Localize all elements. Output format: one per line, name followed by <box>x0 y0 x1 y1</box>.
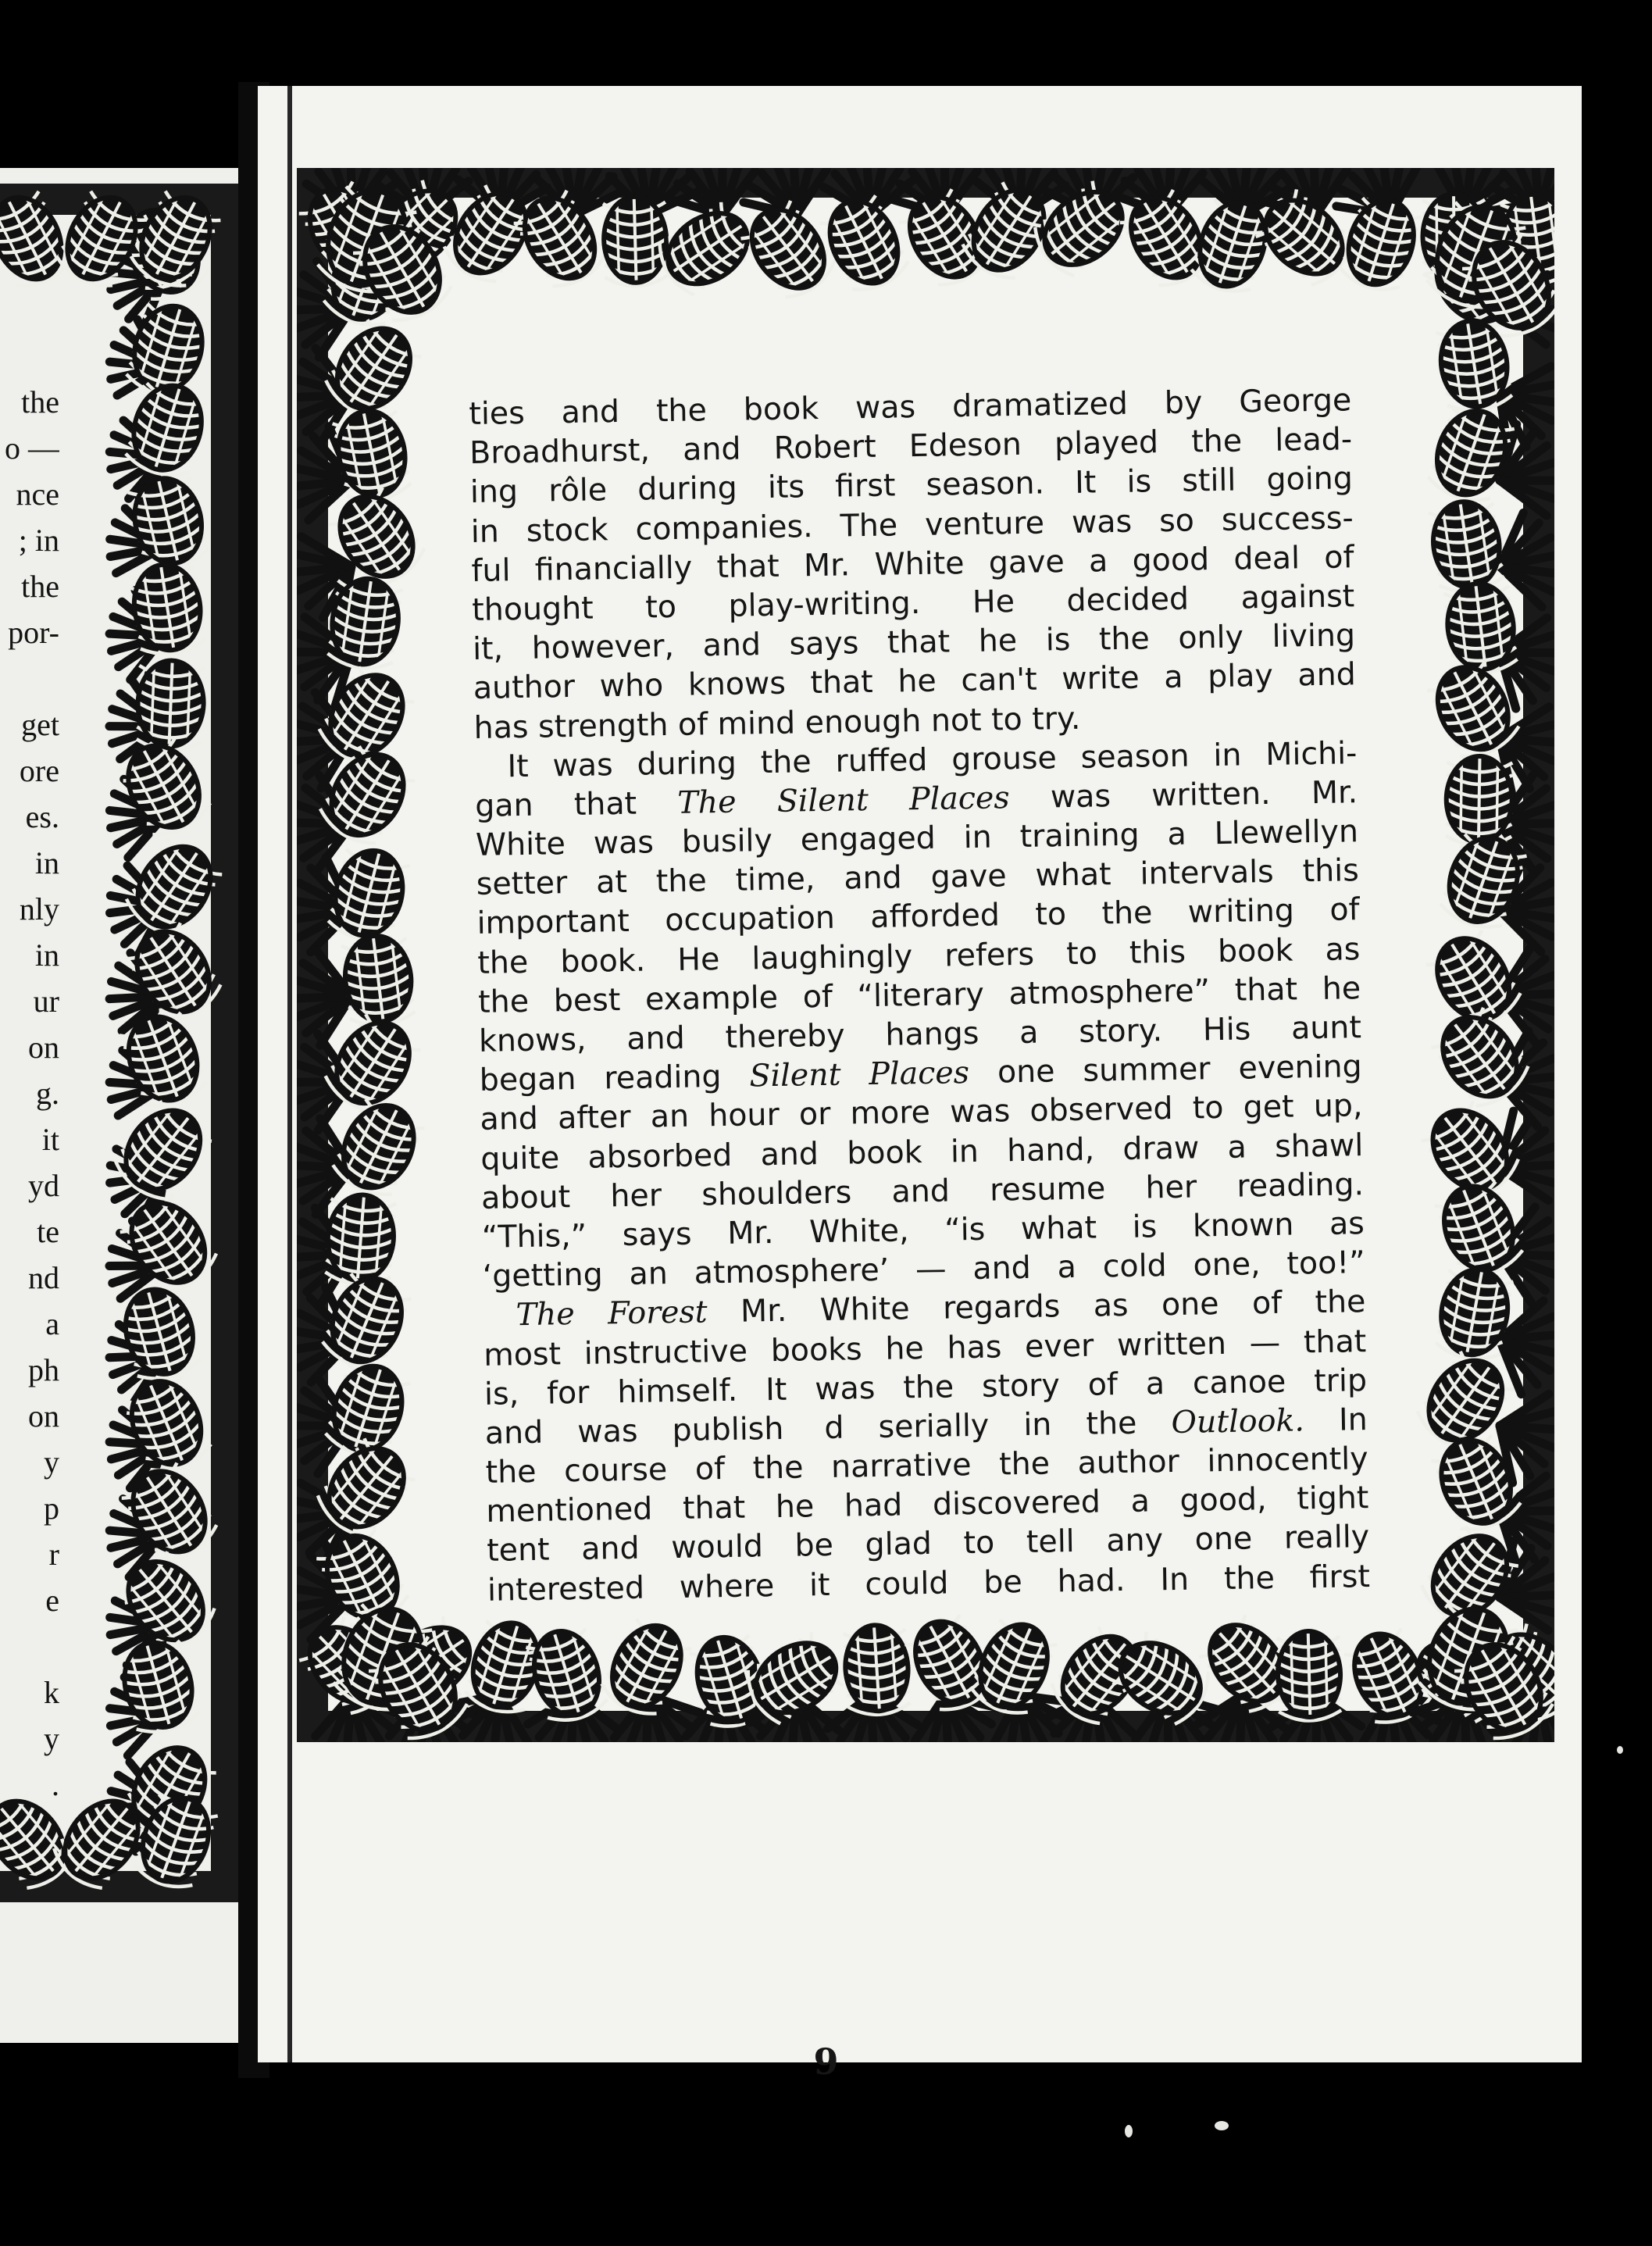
italic-title: Outlook. <box>1171 1402 1305 1441</box>
pine-cone-icon <box>341 932 416 1029</box>
pine-cone-icon <box>843 1623 911 1716</box>
text-run: author who knows that he can't write a play and <box>473 656 1357 707</box>
scan-speck <box>1125 2125 1133 2137</box>
left-text-fragment: nd <box>28 1260 59 1295</box>
text-run: it, however, and says that he is the only living <box>472 617 1356 668</box>
text-run: “This,” says Mr. White, “is what is known as <box>481 1205 1365 1255</box>
text-run: quite absorbed and book in hand, draw a shawl <box>480 1127 1364 1177</box>
text-run: ‘getting an atmosphere’ — and a cold one, too!” <box>482 1244 1365 1294</box>
text-run: interested where it could be had. In the first <box>487 1558 1371 1609</box>
pine-cone-icon <box>326 843 412 946</box>
text-run: thought to play-writing. He decided against <box>471 578 1355 628</box>
pine-cone-icon <box>1188 194 1276 298</box>
text-run: is, for himself. It was the story of a canoe trip <box>483 1362 1368 1412</box>
text-run: important occupation afforded to the writing of <box>476 891 1360 942</box>
text-run: setter at the time, and gave what intervals this <box>476 852 1360 903</box>
left-text-fragment: it <box>41 1122 59 1157</box>
text-run: ful financially that Mr. White gave a good deal of <box>471 538 1354 589</box>
body-text <box>469 380 1370 1609</box>
text-run: the course of the narrative the author innocently <box>485 1441 1368 1491</box>
pine-cone-icon <box>329 1094 427 1203</box>
text-run: It was during the ruffed grouse season in Michi- <box>507 734 1358 784</box>
left-text-fragment: ore <box>19 753 59 788</box>
left-text-fragment: y <box>44 1444 59 1480</box>
text-run: began reading <box>479 1058 750 1099</box>
left-text-fragment: r <box>48 1537 59 1572</box>
text-run: White was busily engaged in training a Llewellyn <box>475 813 1359 863</box>
italic-title: The Forest <box>516 1294 708 1334</box>
left-text-fragment <box>0 655 59 702</box>
scan-speck <box>1617 1746 1623 1754</box>
text-run: has strength of mind enough not to try. <box>473 700 1081 746</box>
text-run: knows, and thereby hangs a story. His aunt <box>478 1009 1362 1059</box>
left-text-fragment: por- <box>8 615 59 650</box>
left-text-fragment: nce <box>16 477 59 512</box>
text-run: the best example of “literary atmosphere” that he <box>477 969 1361 1020</box>
left-text-fragment: g. <box>36 1076 59 1111</box>
left-text-fragment: es. <box>25 799 59 834</box>
text-run: ing rôle during its first season. It is still going <box>469 460 1354 511</box>
text-run: Broadhurst, and Robert Edeson played the lead- <box>469 421 1353 472</box>
left-text-fragment: on <box>28 1030 59 1065</box>
left-text-fragment: k <box>44 1675 59 1710</box>
page-number: 9 <box>813 2041 839 2083</box>
text-run: in stock companies. The venture was so success- <box>470 499 1354 550</box>
left-text-fragment: in <box>34 845 59 880</box>
left-text-fragment: the <box>21 569 59 604</box>
text-run: about her shoulders and resume her reading. <box>480 1166 1365 1216</box>
pine-cone-icon <box>1277 1630 1342 1721</box>
scan-speck <box>1215 2121 1229 2130</box>
pine-cone-icon <box>1446 755 1513 846</box>
gutter-shadow <box>287 86 292 2062</box>
pine-cone-icon <box>1428 497 1506 595</box>
left-text-fragment: ur <box>33 984 59 1019</box>
left-text-fragment: get <box>21 707 59 742</box>
text-run: was written. Mr. <box>1009 774 1358 816</box>
pine-cone-icon <box>603 196 668 287</box>
left-text-fragment: on <box>28 1398 59 1434</box>
left-text-fragment: the <box>21 384 59 420</box>
text-run: most instructive books he has ever written — that <box>483 1323 1367 1373</box>
left-text-fragment: p <box>44 1491 59 1526</box>
text-run: the book. He laughingly refers to this book as <box>477 930 1361 981</box>
pine-cone-icon <box>737 196 841 305</box>
text-run: one summer evening <box>969 1048 1363 1091</box>
left-text-fragment <box>0 1623 59 1669</box>
left-text-fragment: y <box>44 1721 59 1756</box>
text-run: gan that <box>474 784 678 824</box>
left-page-text-fragments <box>0 379 59 1808</box>
pine-cone-icon <box>817 190 912 298</box>
left-text-fragment: nly <box>19 891 59 927</box>
pine-needle-icon <box>297 949 351 1045</box>
text-run: mentioned that he had discovered a good, tight <box>486 1480 1369 1530</box>
left-text-fragment: e <box>45 1583 59 1618</box>
left-text-fragment: ph <box>28 1352 59 1387</box>
left-text-fragment: a <box>45 1306 59 1341</box>
left-text-fragment: yd <box>28 1168 59 1203</box>
text-run: In <box>1304 1401 1368 1439</box>
text-run: tent and would be glad to tell any one really <box>486 1519 1370 1569</box>
left-text-fragment: te <box>37 1214 59 1249</box>
text-run: and after an hour or more was observed to get up, <box>480 1087 1363 1138</box>
text-run: ties and the book was dramatized by George <box>469 382 1352 432</box>
left-text-fragment: o — <box>5 430 59 466</box>
pine-cone-icon <box>651 198 761 300</box>
left-text-fragment: ; in <box>18 523 59 558</box>
italic-title: Silent Places <box>749 1055 970 1094</box>
left-text-fragment: . <box>52 1767 59 1802</box>
text-run: Mr. White regards as one of the <box>707 1284 1366 1330</box>
left-text-fragment: in <box>34 937 59 973</box>
italic-title: The Silent Places <box>676 780 1010 821</box>
text-run: and was publish d serially in the <box>484 1404 1172 1452</box>
